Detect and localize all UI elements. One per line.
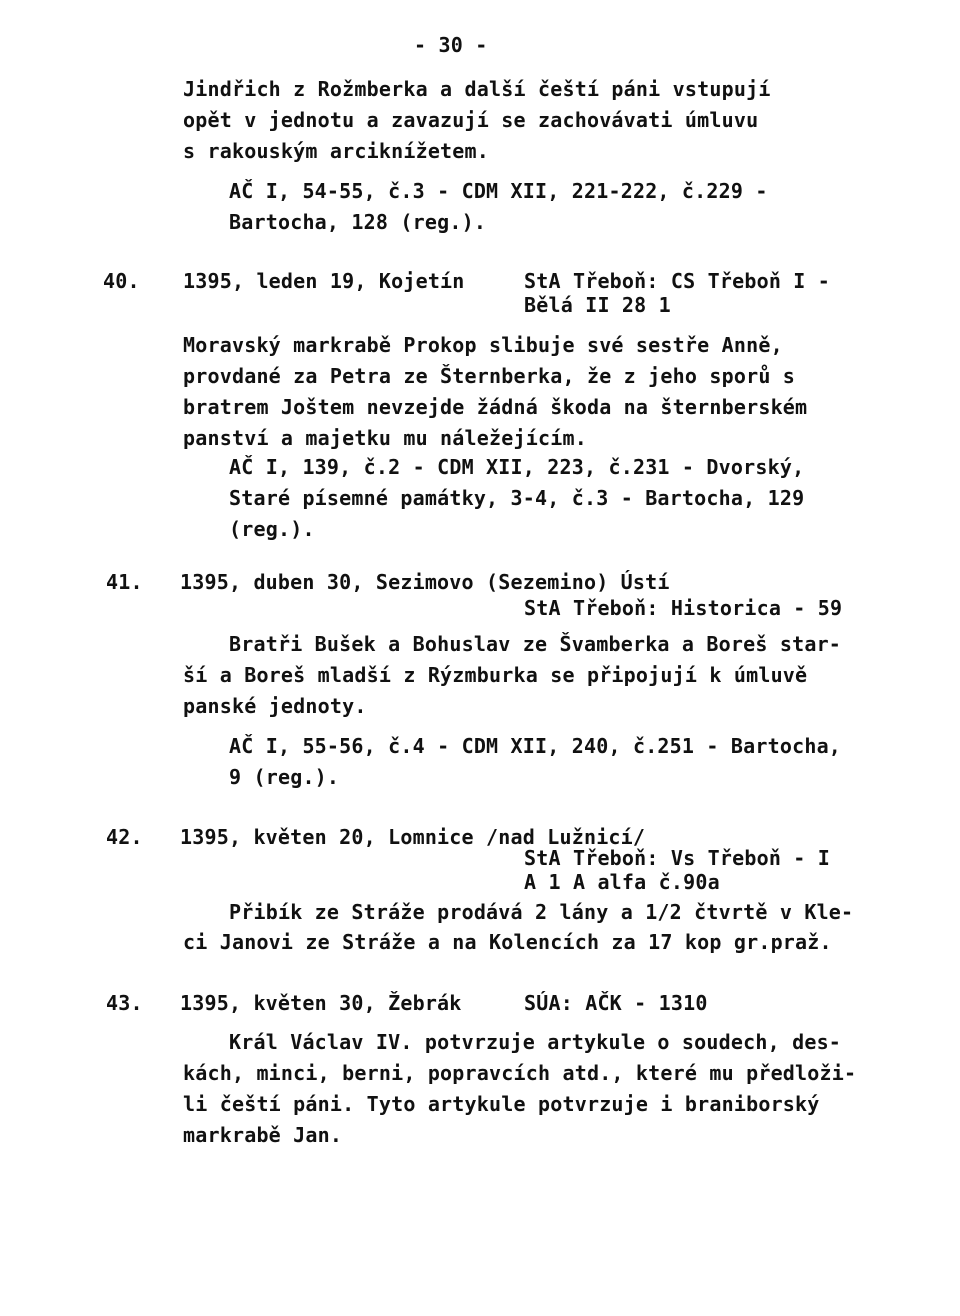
text-line: ší a Boreš mladší z Rýzmburka se připojují k úmluvě <box>183 663 808 687</box>
text-line: Bratři Bušek a Bohuslav ze Švamberka a Boreš star- <box>229 632 842 656</box>
archive-reference: SÚA: AČK - 1310 <box>524 991 708 1015</box>
text-line: provdané za Petra ze Šternberka, že z jeho sporů s <box>183 364 796 388</box>
reference-line: (reg.). <box>229 517 315 541</box>
text-line: markrabě Jan. <box>183 1123 343 1147</box>
reference-line: Staré písemné památky, 3-4, č.3 - Bartocha, 129 <box>229 486 805 510</box>
archive-reference: StA Třeboň: Historica - 59 <box>524 596 843 620</box>
reference-line: 9 (reg.). <box>229 765 340 789</box>
entry-number: 43. <box>106 991 143 1015</box>
text-line: Král Václav IV. potvrzuje artykule o soudech, des- <box>229 1030 842 1054</box>
text-line: s rakouským arciknížetem. <box>183 139 490 163</box>
reference-line: AČ I, 54-55, č.3 - CDM XII, 221-222, č.229 - <box>229 179 768 203</box>
text-line: panské jednoty. <box>183 694 367 718</box>
text-line: Přibík ze Stráže prodává 2 lány a 1/2 čtvrtě v Kle- <box>229 900 854 924</box>
text-line: bratrem Joštem nevzejde žádná škoda na šternberském <box>183 395 808 419</box>
reference-line: Bartocha, 128 (reg.). <box>229 210 487 234</box>
text-line: Jindřich z Rožmberka a další čeští páni vstupují <box>183 77 771 101</box>
reference-line: AČ I, 55-56, č.4 - CDM XII, 240, č.251 - Bartocha, <box>229 734 842 758</box>
entry-number: 42. <box>106 825 143 849</box>
entry-header: 1395, květen 20, Lomnice /nad Lužnicí/ <box>180 825 646 849</box>
entry-header: 1395, květen 30, Žebrák <box>180 991 462 1015</box>
entry-number: 40. <box>103 269 140 293</box>
archive-reference: StA Třeboň: CS Třeboň I - <box>524 269 831 293</box>
reference-line: AČ I, 139, č.2 - CDM XII, 223, č.231 - Dvorský, <box>229 455 805 479</box>
text-line: kách, minci, berni, popravcích atd., které mu předloži- <box>183 1061 857 1085</box>
archive-reference: A 1 A alfa č.90a <box>524 870 720 894</box>
entry-header: 1395, duben 30, Sezimovo (Sezemino) Ústí <box>180 570 670 594</box>
archive-reference: StA Třeboň: Vs Třeboň - I <box>524 846 831 870</box>
entry-header: 1395, leden 19, Kojetín <box>183 269 465 293</box>
entry-number: 41. <box>106 570 143 594</box>
archive-reference: Bělá II 28 1 <box>524 293 671 317</box>
text-line: panství a majetku mu náležejícím. <box>183 426 587 450</box>
text-line: li čeští páni. Tyto artykule potvrzuje i braniborský <box>183 1092 820 1116</box>
text-line: ci Janovi ze Stráže a na Kolencích za 17 kop gr.praž. <box>183 930 832 954</box>
text-line: Moravský markrabě Prokop slibuje své sestře Anně, <box>183 333 783 357</box>
page-number: - 30 - <box>414 33 488 57</box>
text-line: opět v jednotu a zavazují se zachovávati úmluvu <box>183 108 759 132</box>
